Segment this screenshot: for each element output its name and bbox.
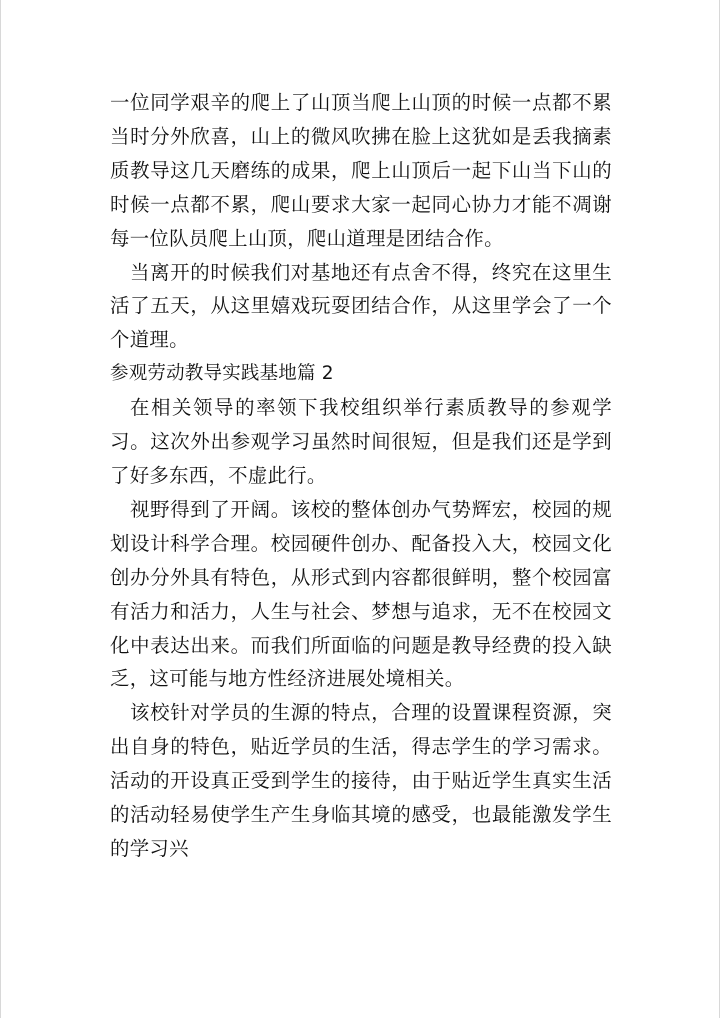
- paragraph-2: 当离开的时候我们对基地还有点舍不得，终究在这里生活了五天，从这里嬉戏玩耍团结合作，从这里学会了一个个道理。: [110, 260, 612, 352]
- document-body: [110, 86, 612, 866]
- paragraph-4: 视野得到了开阔。该校的整体创办气势辉宏，校园的规划设计科学合理。校园硬件创办、配备投入大，校园文化创办分外具有特色，从形式到内容都很鲜明，整个校园富有活力和活力，人生与社会、梦想与追求，无不在校园文化中表达出来。而我们所面临的问题是教导经费的投入缺乏，这可能与地方性经济进展处境相关。: [110, 497, 612, 691]
- paragraph-3: 在相关领导的率领下我校组织举行素质教导的参观学习。这次外出参观学习虽然时间很短，但是我们还是学到了好多东西，不虚此行。: [110, 396, 612, 487]
- paragraph-5: 该校针对学员的生源的特点，合理的设置课程资源，突出自身的特色，贴近学员的生活，得志学生的学习需求。活动的开设真正受到学生的接待，由于贴近学生真实生活的活动轻易使学生产生身临其境的感受，也最能激发学生的学习兴: [110, 701, 612, 860]
- paragraph-1: 一位同学艰辛的爬上了山顶当爬上山顶的时候一点都不累当时分外欣喜，山上的微风吹拂在脸上这犹如是丢我摘素质教导这几天磨练的成果，爬上山顶后一起下山当下山的时候一点都不累，爬山要求大家一起同心协力才能不凋谢每一位队员爬上山顶，爬山道理是团结合作。: [110, 91, 612, 250]
- section-heading: 参观劳动教导实践基地篇 2: [110, 363, 334, 385]
